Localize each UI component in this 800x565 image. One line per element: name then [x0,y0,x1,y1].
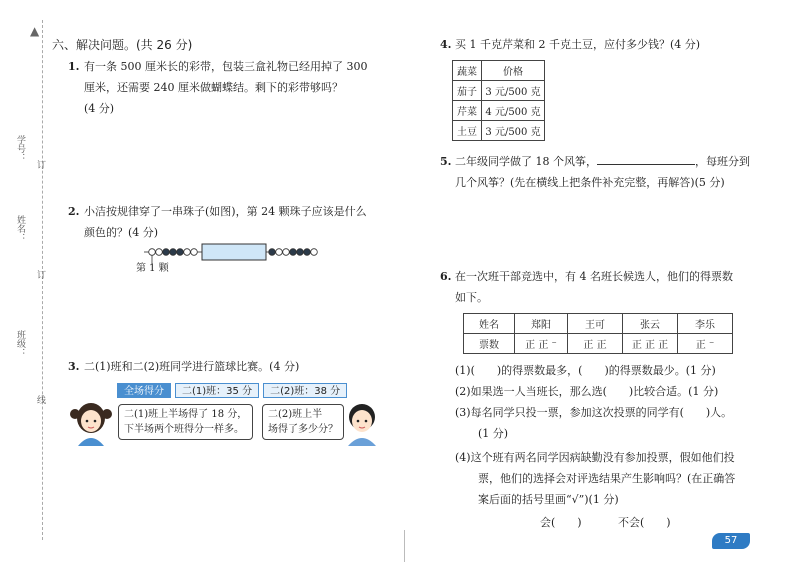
q5-answer-blank[interactable] [597,164,695,165]
table-cell: 4 元/500 克 [482,101,545,121]
boy-speech-line1: 二(2)班上半 [268,409,323,420]
q5-text-part1: 二年级同学做了 18 个风筝， [455,155,597,168]
table-cell: 3 元/500 克 [482,121,545,141]
table-row [453,121,545,141]
table-row [464,334,733,354]
table-cell: 李乐 [678,314,733,334]
table-row [453,101,545,121]
q6-sub4-line3: 案后面的括号里画“√”)(1 分) [478,493,619,506]
first-bead-label: 第 1 颗 [136,263,169,274]
hidden-beads-box [202,244,266,260]
q5-number: 5. [440,155,452,168]
table-cell: 3 元/500 克 [482,81,545,101]
binding-ding-label-2: 订 [35,270,45,279]
section-title: 六、解决问题。(共 26 分) [52,38,193,52]
bead-dark [177,249,184,256]
q1-text-line3: (4 分) [84,102,115,115]
option-yes[interactable]: 会( ) [540,516,582,529]
table-header-cell: 价格 [482,61,545,81]
bead-light [156,249,163,256]
binding-ding-label: 订 [35,160,45,169]
bead-dark [290,249,297,256]
q1-number: 1. [68,60,80,73]
bead-light [191,249,198,256]
q4-number: 4. [440,38,452,51]
bead-dark [304,249,311,256]
q6-text-line1: 在一次班干部竞选中，有 4 名班长候选人，他们的得票数 [455,270,733,283]
table-cell: 张云 [623,314,678,334]
bead-dark [297,249,304,256]
vegetable-price-table [452,60,545,141]
table-header-row [453,61,545,81]
q2-number: 2. [68,205,80,218]
page-spine-line [404,530,405,562]
bead-light [276,249,283,256]
q5-text-part2: ，每班分到 [695,155,750,168]
q6-sub3-line2: (1 分) [478,427,509,440]
q1-text-line2: 厘米，还需要 240 厘米做蝴蝶结。剩下的彩带够吗？ [84,81,343,94]
q6-sub4-line2: 票，他们的选择会对评选结果产生影响吗？(在正确答 [478,472,736,485]
q6-sub4-line1: (4)这个班有两名同学因病缺勤没有参加投票，假如他们投 [455,451,735,464]
binding-xian-label: 线 [35,395,45,404]
girl-speech-line1: 二(1)班上半场得了 18 分， [124,409,248,420]
table-cell: 茄子 [453,81,482,101]
table-cell: 正 ⁻ [678,334,733,354]
q2-text-line1: 小洁按规律穿了一串珠子(如图)，第 24 颗珠子应该是什么 [84,205,367,218]
bead-dark [170,249,177,256]
table-cell: 姓名 [464,314,515,334]
table-cell: 芹菜 [453,101,482,121]
q6-sub3-line1: (3)每名同学只投一票，参加这次投票的同学有( )人。 [455,406,733,419]
bead-light [283,249,290,256]
girl-speech-line2: 下半场两个班得分一样多。 [124,424,244,435]
score-bar [117,383,347,398]
q6-sub1: (1)( )的得票数最多，( )的得票数最少。(1 分) [455,364,716,377]
q2-text-line2: 颜色的？(4 分) [84,226,159,239]
q3-text: 二(1)班和二(2)班同学进行篮球比赛。(4 分) [84,360,300,373]
score-class2: 二(2)班：38 分 [263,383,347,398]
q1-text-line1: 有一条 500 厘米长的彩带，包装三盒礼物已经用掉了 300 [84,60,368,73]
q6-sub2: (2)如果选一人当班长，那么选( )比较合适。(1 分) [455,385,719,398]
table-cell: 票数 [464,334,515,354]
bead-light [149,249,156,256]
girl-avatar-icon [66,400,116,446]
binding-mark-icon: ▲ [30,24,40,38]
q3-number: 3. [68,360,80,373]
q6-text-line2: 如下。 [455,291,488,304]
boy-speech-line2: 场得了多少分？ [268,424,338,435]
q5-text-line2: 几个风筝？(先在横线上把条件补充完整，再解答)(5 分) [455,176,725,189]
bead-dark [163,249,170,256]
class-label: 班级： [15,330,25,357]
bead-light [311,249,318,256]
boy-avatar-icon [338,400,386,446]
page-number-badge: 57 [712,533,750,549]
bead-light [184,249,191,256]
student-name-label: 姓名： [15,215,25,242]
table-cell: 土豆 [453,121,482,141]
table-cell: 正 正 ⁻ [515,334,568,354]
table-header-cell: 蔬菜 [453,61,482,81]
vote-table [463,313,733,354]
table-row [464,314,733,334]
q5-text-line1 [455,155,750,169]
girl-speech-bubble [118,404,253,440]
boy-speech-bubble [262,404,344,440]
table-row [453,81,545,101]
table-cell: 正 正 [568,334,623,354]
q4-text: 买 1 千克芹菜和 2 千克土豆，应付多少钱？(4 分) [455,38,701,51]
score-class1: 二(1)班：35 分 [175,383,259,398]
table-cell: 郑阳 [515,314,568,334]
student-number-label: 学号： [15,135,25,162]
score-title: 全场得分 [117,383,171,398]
q6-number: 6. [440,270,452,283]
binding-dashed-line [42,20,43,540]
table-cell: 正 正 正 [623,334,678,354]
option-no[interactable]: 不会( ) [618,516,671,529]
bead-dark [269,249,276,256]
table-cell: 王可 [568,314,623,334]
